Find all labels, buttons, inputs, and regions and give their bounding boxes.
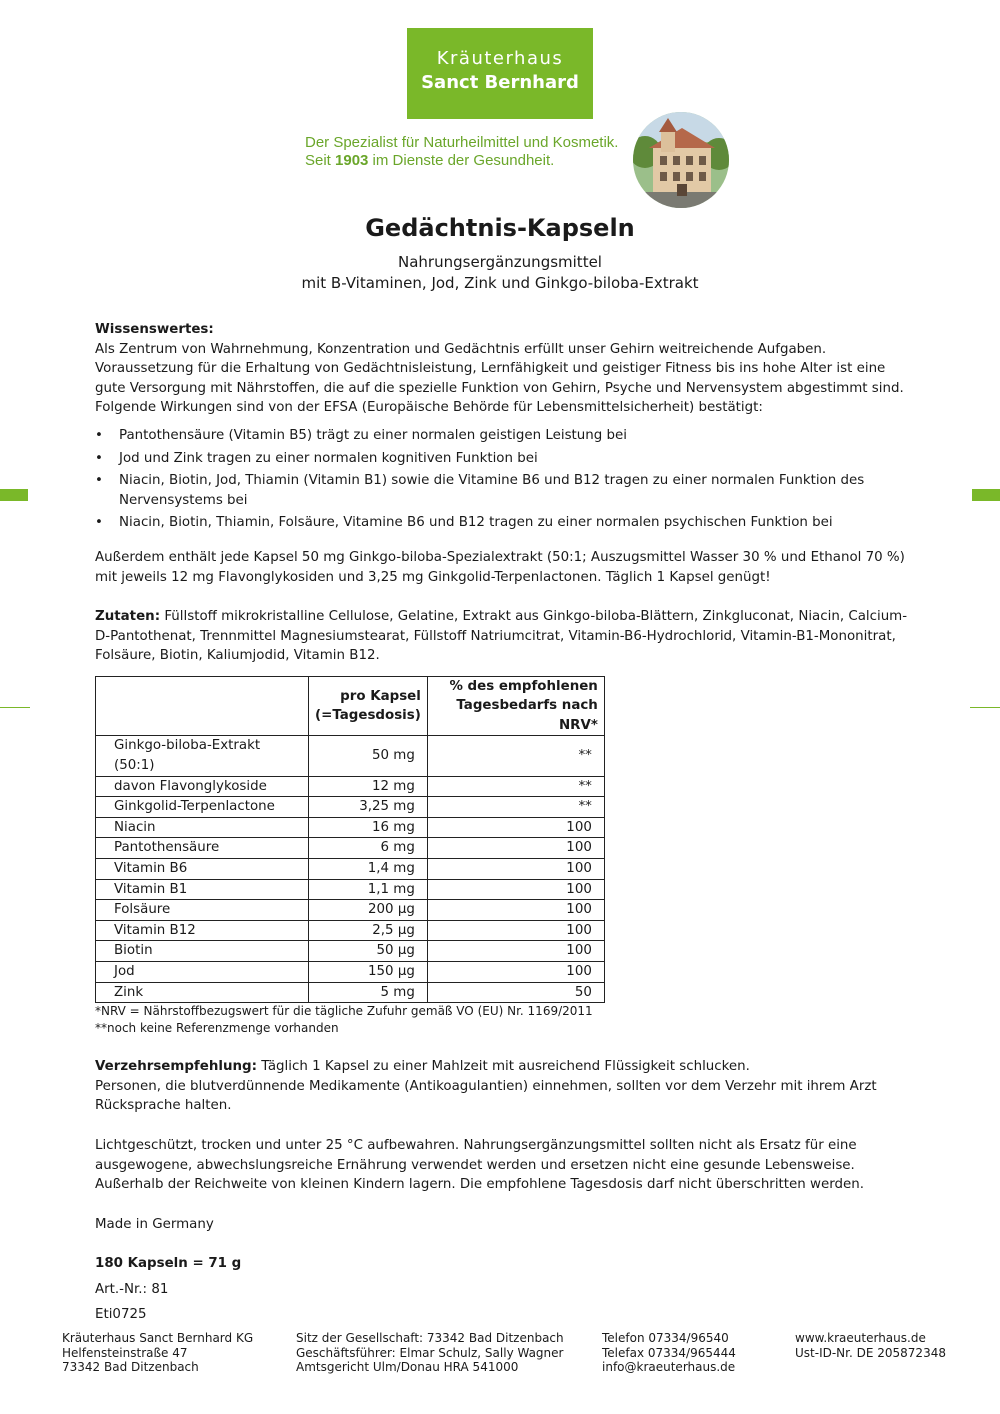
footer-address: Kräuterhaus Sanct Bernhard KG Helfensteinstraße 47 73342 Bad Ditzenbach xyxy=(62,1331,254,1374)
table-row: Vitamin B6 1,4 mg 100 xyxy=(96,858,605,879)
table-row: Ginkgolid-Terpenlactone 3,25 mg ** xyxy=(96,797,605,818)
claims-list xyxy=(95,426,915,533)
tagline-line-2: Seit 1903 im Dienste der Gesundheit. xyxy=(305,152,555,169)
subtitle-line-1: Nahrungsergänzungsmittel xyxy=(398,253,602,271)
table-row: Vitamin B12 2,5 µg 100 xyxy=(96,920,605,941)
table-row: Vitamin B1 1,1 mg 100 xyxy=(96,879,605,900)
logo-line-1: Kräuterhaus xyxy=(436,48,564,69)
table-row: Niacin 16 mg 100 xyxy=(96,817,605,838)
ingredients-paragraph: Zutaten: Füllstoff mikrokristalline Cellulose, Gelatine, Extrakt aus Ginkgo-biloba-Blättern, Zinkgluconat, Niacin, Calcium-D-Pantothenat, Trennmittel Magnesiumstearat, Füllstoff Natriumcitrat, Vitamin-B6-Hydrochlorid, Vitamin-B1-Mononitrat, Folsäure, Biotin, Kaliumjodid, Vitamin B12. xyxy=(95,609,908,664)
package-quantity: 180 Kapseln = 71 g xyxy=(95,1256,242,1272)
table-header-row: pro Kapsel (=Tagesdosis) % des empfohlenen Tagesbedarfs nach NRV* xyxy=(96,676,605,736)
brand-logo xyxy=(407,28,593,119)
footer-web: www.kraeuterhaus.de Ust-ID-Nr. DE 205872348 xyxy=(795,1331,946,1360)
list-item: • Niacin, Biotin, Thiamin, Folsäure, Vitamine B6 und B12 tragen zu einer normalen psychischen Funktion bei xyxy=(95,513,915,533)
product-subtitle xyxy=(0,252,1000,294)
extract-paragraph: Außerdem enthält jede Kapsel 50 mg Ginkgo-biloba-Spezialextrakt (50:1; Auszugsmittel Wasser 30 % und Ethanol 70 %) mit jeweils 12 mg Flavonglykosiden und 3,25 mg Ginkgolid-Terpenlactonen. Täglich 1 Kapsel genügt! xyxy=(95,549,905,585)
storage-paragraph: Lichtgeschützt, trocken und unter 25 °C aufbewahren. Nahrungsergänzungsmittel sollten nicht als Ersatz für eine ausgewogene, abwechslungsreiche Ernährung verwendet werden und ersetzen nicht eine gesunde Lebensweise. Außerhalb der Reichweite von kleinen Kindern lagern. Die empfohlene Tagesdosis darf nicht überschritten werden. xyxy=(95,1137,864,1193)
ingredients-label: Zutaten: xyxy=(95,609,161,625)
product-title: Gedächtnis-Kapseln xyxy=(365,214,635,242)
section-heading-wissenswertes: Wissenswertes: xyxy=(95,322,214,337)
nutrition-table xyxy=(95,676,605,1003)
footer-legal: Sitz der Gesellschaft: 73342 Bad Ditzenbach Geschäftsführer: Elmar Schulz, Sally Wagner Amtsgericht Ulm/Donau HRA 541000 xyxy=(296,1331,564,1374)
list-item: • Jod und Zink tragen zu einer normalen kognitiven Funktion bei xyxy=(95,449,915,469)
right-fold-mark xyxy=(972,489,1000,501)
table-row: Folsäure 200 µg 100 xyxy=(96,900,605,921)
nrv-footnote: *NRV = Nährstoffbezugswert für die tägliche Zufuhr gemäß VO (EU) Nr. 1169/2011 xyxy=(95,1004,593,1019)
left-punch-line xyxy=(0,707,30,708)
right-punch-line xyxy=(970,707,1000,708)
label-body xyxy=(95,320,915,1325)
header-per-capsule: pro Kapsel xyxy=(340,688,421,704)
made-in: Made in Germany xyxy=(95,1216,214,1232)
list-item: • Niacin, Biotin, Jod, Thiamin (Vitamin B1) sowie die Vitamine B6 und B12 tragen zu einer normalen Funktion des Nervensystems bei xyxy=(95,471,915,510)
warning-paragraph: Personen, die blutverdünnende Medikamente (Antikoagulantien) einnehmen, sollten vor dem Verzehr mit ihrem Arzt Rücksprache halten. xyxy=(95,1078,877,1114)
usage-label: Verzehrsempfehlung: xyxy=(95,1059,257,1075)
founding-year: 1903 xyxy=(335,152,369,169)
intro-paragraph: Als Zentrum von Wahrnehmung, Konzentration und Gedächtnis erfüllt unser Gehirn weitreichende Aufgaben. Voraussetzung für die Erhaltung von Gedächtnisleistung, Lernfähigkeit und geistiger Fitness bis ins hohe Alter ist eine gute Versorgung mit Nährstoffen, die auf die spezielle Funktion von Gehirn, Psyche und Nervensystem abgestimmt sind. Folgende Wirkungen sind von der EFSA (Europäische Behörde für Lebensmittelsicherheit) bestätigt: xyxy=(95,341,904,416)
label-code: Eti0725 xyxy=(95,1307,147,1323)
header-nrv: % des empfohlenen xyxy=(449,678,598,694)
subtitle-line-2: mit B-Vitaminen, Jod, Zink und Ginkgo-biloba-Extrakt xyxy=(301,274,699,292)
brand-tagline xyxy=(305,134,618,170)
table-row: Ginkgo-biloba-Extrakt (50:1) 50 mg ** xyxy=(96,736,605,776)
building-photo xyxy=(633,112,729,208)
list-item: • Pantothensäure (Vitamin B5) trägt zu einer normalen geistigen Leistung bei xyxy=(95,426,915,446)
table-row: Pantothensäure 6 mg 100 xyxy=(96,838,605,859)
article-number: Art.-Nr.: 81 xyxy=(95,1281,169,1297)
table-row: Jod 150 µg 100 xyxy=(96,961,605,982)
logo-line-2: Sanct Bernhard xyxy=(421,72,579,93)
email-link[interactable]: info@kraeuterhaus.de xyxy=(602,1360,736,1374)
table-row: Biotin 50 µg 100 xyxy=(96,941,605,962)
footer-contact: Telefon 07334/96540 Telefax 07334/965444 info@kraeuterhaus.de xyxy=(602,1331,736,1374)
table-row: davon Flavonglykoside 12 mg ** xyxy=(96,776,605,797)
left-fold-mark xyxy=(0,489,28,501)
table-row: Zink 5 mg 50 xyxy=(96,982,605,1003)
website-link[interactable]: www.kraeuterhaus.de xyxy=(795,1331,926,1345)
reference-footnote: **noch keine Referenzmenge vorhanden xyxy=(95,1021,339,1036)
tagline-line-1: Der Spezialist für Naturheilmittel und Kosmetik. xyxy=(305,134,619,151)
usage-paragraph: Verzehrsempfehlung: Täglich 1 Kapsel zu einer Mahlzeit mit ausreichend Flüssigkeit schlucken. xyxy=(95,1059,750,1075)
